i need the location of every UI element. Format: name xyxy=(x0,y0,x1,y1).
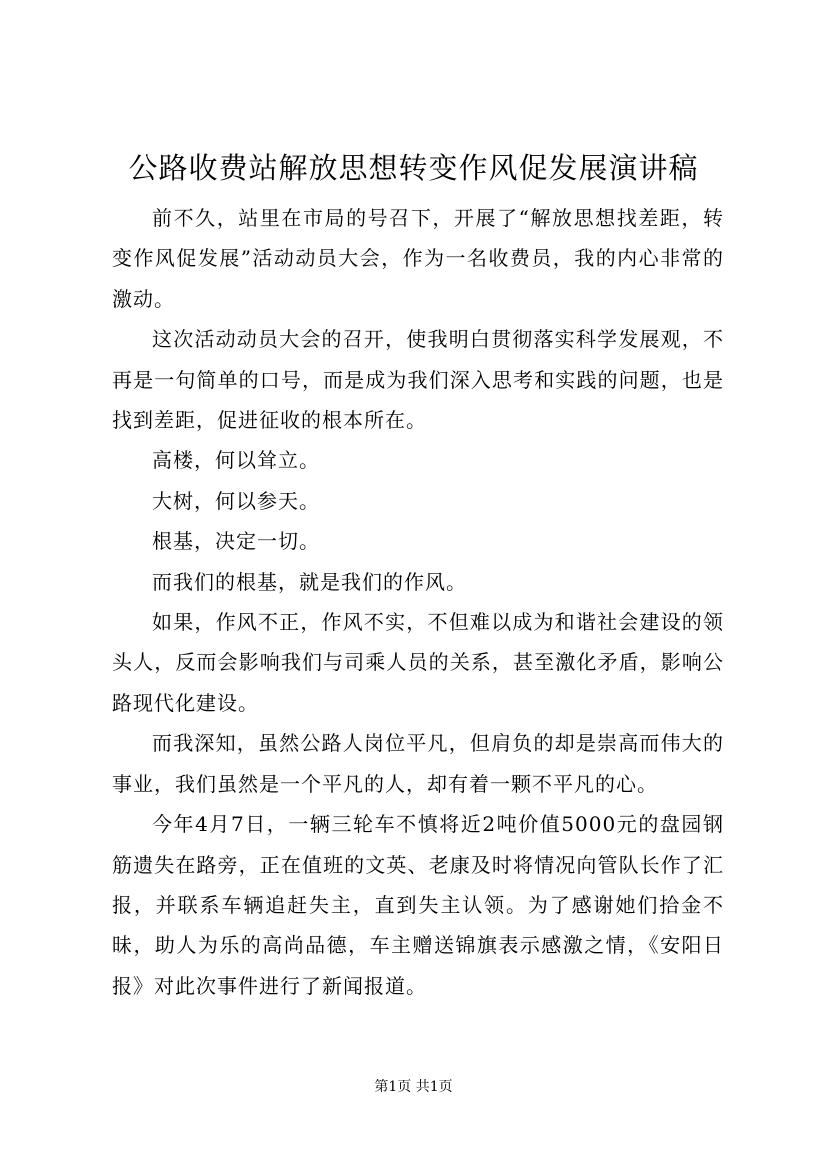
paragraph: 而我深知，虽然公路人岗位平凡，但肩负的却是崇高而伟大的事业，我们虽然是一个平凡的人，却有着一颗不平凡的心。 xyxy=(112,731,724,796)
paragraph: 如果，作风不正，作风不实，不但难以成为和谐社会建设的领头人，反而会影响我们与司乘人员的关系，甚至激化矛盾，影响公路现代化建设。 xyxy=(112,610,724,715)
paragraph: 这次活动动员大会的召开，使我明白贯彻落实科学发展观，不再是一句简单的口号，而是成为我们深入思考和实践的问题，也是找到差距，促进征收的根本所在。 xyxy=(112,327,724,433)
document-body xyxy=(112,198,724,1006)
paragraph: 大树，何以参天。 xyxy=(152,488,320,513)
page-number-footer: 第1页 共1页 xyxy=(374,1079,453,1095)
paragraph: 而我们的根基，就是我们的作风。 xyxy=(152,569,467,594)
paragraph: 高楼，何以耸立。 xyxy=(152,448,320,473)
paragraph: 根基，决定一切。 xyxy=(152,529,320,554)
document-title: 公路收费站解放思想转变作风促发展演讲稿 xyxy=(128,151,699,185)
paragraph: 前不久，站里在市局的号召下，开展了“解放思想找差距，转变作风促发展”活动动员大会，作为一名收费员，我的内心非常的激动。 xyxy=(112,206,724,311)
paragraph: 今年4月7日，一辆三轮车不慎将近2吨价值5000元的盘园钢筋遗失在路旁，正在值班的文英、老康及时将情况向管队长作了汇报，并联系车辆追赶失主，直到失主认领。为了感谢她们拾金不昧，助人为乐的高尚品德，车主赠送锦旗表示感激之情，《安阳日报》对此次事件进行了新闻报道。 xyxy=(112,812,724,998)
